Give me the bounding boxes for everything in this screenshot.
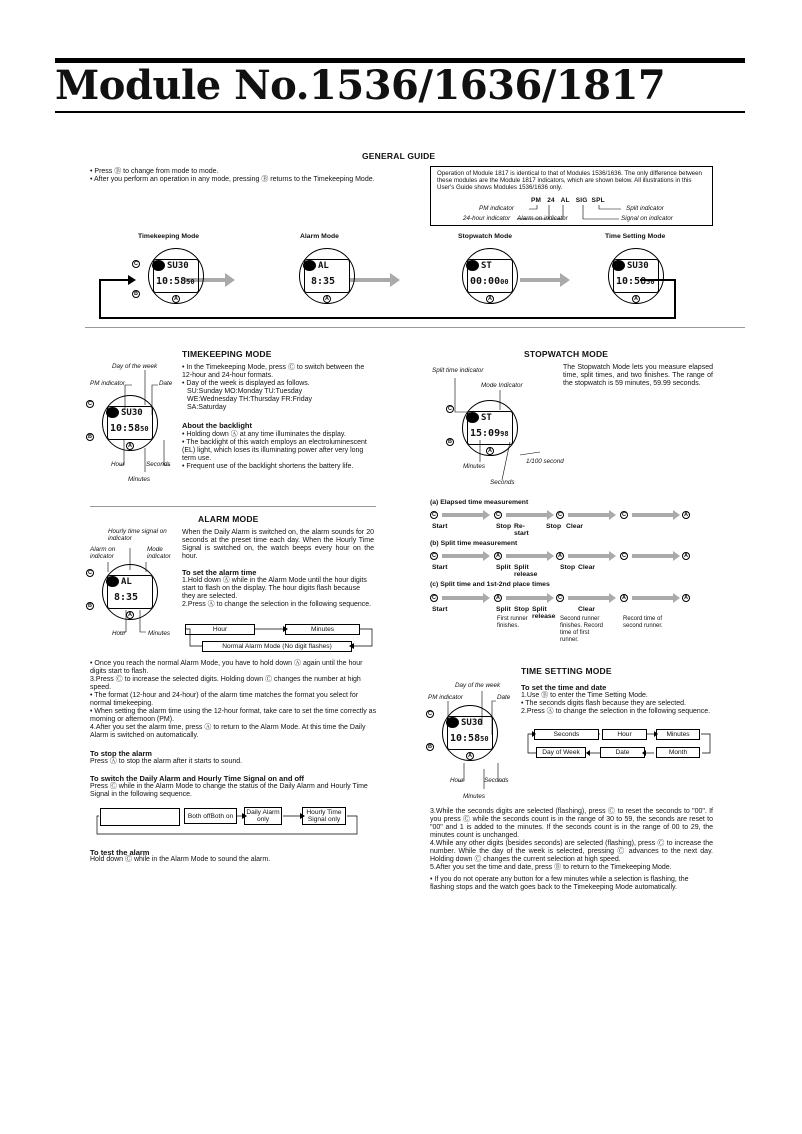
sw-a-key-3: C xyxy=(556,511,564,519)
ts-seq-day-of-week: Day of Week xyxy=(536,747,586,758)
alarm-seq-arrows xyxy=(180,620,380,660)
watch-alarm xyxy=(289,248,359,310)
alarm-switch-both-off: Both off xyxy=(187,812,211,820)
sw-c-key-4: A xyxy=(620,594,628,602)
sw-c-label-1: Start xyxy=(432,606,448,613)
lcd-time: 10:58 xyxy=(156,276,187,287)
ts-set-heading: To set the time and date xyxy=(521,683,607,692)
lcd-day: SU xyxy=(461,718,472,728)
sw-c-note-2: Second runner finishes. Record time of first runner. xyxy=(560,616,604,643)
ts-label-hour: Hour xyxy=(450,777,464,784)
alarm-heading: ALARM MODE xyxy=(198,514,259,524)
title-rule-bottom xyxy=(55,111,745,113)
mode-label-alarm: Alarm Mode xyxy=(300,233,339,240)
alarm-para-5: 4.After you set the alarm time, press Ⓐ to return to the Alarm Mode. At this time the Daily Alarm is switched on automatically. xyxy=(90,724,366,739)
alarm-switch-arrows xyxy=(95,800,365,840)
button-c[interactable]: C xyxy=(86,569,94,577)
lcd-date: 30 xyxy=(177,261,189,271)
alarm-para-2: 3.Press Ⓒ to increase the selected digits. Holding down Ⓒ changes the number at high speed. xyxy=(90,676,361,691)
backlight-bullet-3: • Frequent use of the backlight shortens the battery life. xyxy=(182,463,354,470)
alarm-para-3: • The format (12-hour and 24-hour) of the alarm time matches the format you select for normal timekeeping. xyxy=(90,692,359,707)
sw-a-sequence xyxy=(430,511,700,525)
alarm-label-minutes: Minutes xyxy=(148,630,171,637)
button-a[interactable]: A xyxy=(632,295,640,303)
general-bullet-2: • After you perform an operation in any mode, pressing Ⓑ returns to the Timekeeping Mode. xyxy=(90,176,375,183)
ts-seq-hour: Hour xyxy=(602,729,647,740)
ts-seq-date: Date xyxy=(600,747,645,758)
signal-on-indicator-label: Signal on indicator xyxy=(621,215,673,222)
sw-a-label-4: Stop xyxy=(546,523,562,530)
tk-days-1: SU:Sunday MO:Monday TU:Tuesday xyxy=(187,388,303,395)
stopwatch-leader-lines xyxy=(430,370,560,490)
lcd-day: SU xyxy=(627,261,638,271)
tk-label-pm: PM indicator xyxy=(90,380,125,387)
module-1817-note: Operation of Module 1817 is identical to that of Modules 1536/1636. The only difference between these modules are the Module 1817 indicators, which are shown below. All illustrations in this User's Guide shows Modules 1536/1636 only. xyxy=(437,170,702,191)
alarm-on-indicator-label: Alarm on indicator xyxy=(517,215,568,222)
sw-b-label-1: Start xyxy=(432,564,448,571)
sw-b-key-1: C xyxy=(430,552,438,560)
sw-a-key-5: A xyxy=(682,511,690,519)
alarm-label-hour: Hour xyxy=(112,630,126,637)
alarm-switch-daily: Daily Alarm only xyxy=(244,807,282,825)
ts-label-date: Date xyxy=(497,694,511,701)
sw-c-label-5: Clear xyxy=(578,606,596,613)
set-alarm-step-2: 2.Press Ⓐ to change the selection in the following sequence. xyxy=(182,601,372,608)
ts-step-2: 2.Press Ⓐ to change the selection in the following sequence. xyxy=(521,708,711,715)
sw-b-label-3: Split release xyxy=(514,564,538,578)
lcd-seconds: 50 xyxy=(186,278,195,286)
alarm-label-mode: Mode indicator xyxy=(147,546,171,560)
alarm-switch-hourly: Hourly Time Signal only xyxy=(302,807,346,825)
alarm-seq-minutes: Minutes xyxy=(285,624,360,635)
sw-c-key-1: C xyxy=(430,594,438,602)
lcd-seconds: 50 xyxy=(646,278,655,286)
sw-b-key-5: A xyxy=(682,552,690,560)
tk-days-3: SA:Saturday xyxy=(187,404,227,411)
sw-label-minutes: Minutes xyxy=(463,463,486,470)
sw-a-label-3: Re-start xyxy=(514,523,529,537)
watch-time-setting xyxy=(598,248,668,310)
tk-label-date: Date xyxy=(159,380,173,387)
button-a[interactable]: A xyxy=(486,295,494,303)
lcd-sw: 00:00 xyxy=(470,276,501,287)
general-guide-heading: GENERAL GUIDE xyxy=(362,151,436,161)
alarm-divider xyxy=(90,506,376,507)
sw-b-label-4: Stop xyxy=(560,564,576,571)
section-divider xyxy=(85,327,745,328)
button-a[interactable]: A xyxy=(126,611,134,619)
indicator-24: 24 xyxy=(547,197,555,204)
lcd-day: SU xyxy=(121,408,132,418)
sw-c-key-3: C xyxy=(556,594,564,602)
lcd-st: ST xyxy=(481,261,492,271)
tk-label-day: Day of the week xyxy=(112,363,158,370)
backlight-bullet-2: • The backlight of this watch employs an electroluminescent (EL) light, which loses its illuminating power after very long term use. xyxy=(182,439,367,462)
alarm-para-1: • Once you reach the normal Alarm Mode, you have to hold down Ⓐ again until the hour digits start to flash. xyxy=(90,660,363,675)
mode-label-timekeeping: Timekeeping Mode xyxy=(138,233,200,240)
ts-seq-seconds: Seconds xyxy=(534,729,599,740)
ts-step-1: 1.Use Ⓑ to enter the Time Setting Mode. xyxy=(521,692,648,699)
tk-days-2: WE:Wednesday TH:Thursday FR:Friday xyxy=(187,396,313,403)
ts-para-4: 4.While any other digits (besides seconds) are selected (flashing), press Ⓒ to increase the number. While the day of the week is selected, pressing Ⓒ advances to the next day. Holding down Ⓒ changes the current selection at high speed. xyxy=(430,840,713,863)
switch-alarm-text: Press Ⓒ while in the Alarm Mode to change the status of the Daily Alarm and Hourly Time Signal in the following sequence. xyxy=(90,783,368,798)
sw-c-label-4: Split release xyxy=(532,606,556,620)
button-b[interactable]: B xyxy=(132,290,140,298)
sw-a-label-1: Start xyxy=(432,523,448,530)
lcd-al: AL xyxy=(121,577,132,587)
ts-para-5: 5.After you set the time and date, press Ⓑ to return to the Timekeeping Mode. xyxy=(430,864,672,871)
24-hour-indicator-label: 24-hour indicator xyxy=(463,215,511,222)
sw-label-seconds: Seconds xyxy=(490,479,515,486)
sw-a-key-2: C xyxy=(494,511,502,519)
stop-alarm-heading: To stop the alarm xyxy=(90,749,152,758)
ts-label-seconds: Seconds xyxy=(484,777,509,784)
indicator-pm: PM xyxy=(531,197,542,204)
sw-b-key-3: A xyxy=(556,552,564,560)
sw-c-sequence xyxy=(430,594,700,608)
indicator-al: AL xyxy=(560,197,570,204)
switch-alarm-heading: To switch the Daily Alarm and Hourly Time Signal on and off xyxy=(90,774,305,783)
button-c[interactable]: C xyxy=(86,400,94,408)
lcd-day: SU xyxy=(167,261,178,271)
stopwatch-heading: STOPWATCH MODE xyxy=(524,349,609,359)
ts-label-day: Day of the week xyxy=(455,682,501,689)
button-a[interactable]: A xyxy=(466,752,474,760)
lcd-st: ST xyxy=(481,413,492,423)
time-setting-heading: TIME SETTING MODE xyxy=(521,666,612,676)
test-alarm-heading: To test the alarm xyxy=(90,848,150,857)
button-a[interactable]: A xyxy=(486,447,494,455)
sw-a-label-5: Clear xyxy=(566,523,584,530)
sw-b-key-4: C xyxy=(620,552,628,560)
sw-c-heading: (c) Split time and 1st-2nd place times xyxy=(430,581,550,588)
button-b[interactable]: B xyxy=(446,438,454,446)
watch-stopwatch xyxy=(452,248,522,310)
ts-seq-minutes: Minutes xyxy=(656,729,700,740)
sw-c-key-5: A xyxy=(682,594,690,602)
ts-step-1b: • The seconds digits flash because they are selected. xyxy=(521,700,686,707)
button-b[interactable]: B xyxy=(426,743,434,751)
button-c[interactable]: C xyxy=(446,405,454,413)
button-a[interactable]: A xyxy=(126,442,134,450)
pm-indicator-label: PM indicator xyxy=(479,205,514,212)
stop-alarm-text: Press Ⓐ to stop the alarm after it starts to sound. xyxy=(90,758,243,765)
tk-bullet-2: • Day of the week is displayed as follows. xyxy=(182,380,310,387)
lcd-seconds: 50 xyxy=(480,735,489,743)
alarm-para-4: • When setting the alarm time using the 12-hour format, take care to set the time correctly as morning or afternoon (PM). xyxy=(90,708,377,723)
stopwatch-intro: The Stopwatch Mode lets you measure elapsed time, split times, and two finishes. The range of the stopwatch is 59 minutes, 59.99 seconds. xyxy=(563,364,713,387)
button-b[interactable]: B xyxy=(86,602,94,610)
ts-seq-arrows xyxy=(520,724,720,764)
lcd-time: 10:58 xyxy=(616,276,647,287)
page-title: Module No.1536/1636/1817 xyxy=(55,62,666,109)
mode-label-time-setting: Time Setting Mode xyxy=(605,233,666,240)
split-indicator-label: Split indicator xyxy=(626,205,664,212)
set-alarm-step-1: 1.Hold down Ⓐ while in the Alarm Mode until the hour digits start to flash on the display. The hour digits flash because they are selected. xyxy=(182,577,367,600)
alarm-label-signal: Hourly time signal on indicator xyxy=(108,528,167,542)
tk-label-minutes: Minutes xyxy=(128,476,151,483)
indicator-sig: SIG xyxy=(575,197,588,204)
ts-label-minutes: Minutes xyxy=(463,793,486,800)
button-a[interactable]: A xyxy=(172,295,180,303)
sw-a-key-4: C xyxy=(620,511,628,519)
tk-label-seconds: Seconds xyxy=(146,461,171,468)
lcd-seconds: 50 xyxy=(140,425,149,433)
lcd-date: 30 xyxy=(637,261,649,271)
backlight-bullet-1: • Holding down Ⓐ at any time illuminates the display. xyxy=(182,431,346,438)
lcd-time: 10:58 xyxy=(450,733,481,744)
sw-c-label-2: Split xyxy=(496,606,511,613)
module-1817-note-box xyxy=(430,166,713,226)
mode-label-stopwatch: Stopwatch Mode xyxy=(458,233,512,240)
lcd-sw2: 15:09 xyxy=(470,428,501,439)
test-alarm-text: Hold down Ⓒ while in the Alarm Mode to sound the alarm. xyxy=(90,856,271,863)
button-c[interactable]: C xyxy=(426,710,434,718)
sw-c-note-3: Record time of second runner. xyxy=(623,616,663,629)
sw-label-cs: 1/100 second xyxy=(526,458,564,465)
sw-b-heading: (b) Split time measurement xyxy=(430,540,518,547)
indicator-spl: SPL xyxy=(591,197,605,204)
sw-label-mode: Mode Indicator xyxy=(481,382,523,389)
button-b[interactable]: B xyxy=(86,433,94,441)
lcd-date: 30 xyxy=(131,408,143,418)
alarm-label-al: Alarm on indicator xyxy=(90,546,116,560)
set-alarm-heading: To set the alarm time xyxy=(182,568,257,577)
tk-label-hour: Hour xyxy=(111,461,125,468)
ts-seq-month: Month xyxy=(656,747,700,758)
button-a[interactable]: A xyxy=(323,295,331,303)
alarm-intro: When the Daily Alarm is switched on, the alarm sounds for 20 seconds at the preset time each day. When the Hourly Time Signal is switched on, the watch beeps every hour on the hour. xyxy=(182,529,374,560)
sw-b-label-2: Split xyxy=(496,564,511,571)
alarm-switch-both-on: Both on xyxy=(210,812,234,820)
sw-c-key-2: A xyxy=(494,594,502,602)
backlight-heading: About the backlight xyxy=(182,421,252,430)
sw-c-note-1: First runner finishes. xyxy=(497,616,528,629)
lcd-date: 30 xyxy=(471,718,483,728)
watch-timekeeping xyxy=(134,248,208,310)
general-bullet-1: • Press Ⓑ to change from mode to mode. xyxy=(90,168,219,175)
ts-label-pm: PM indicator xyxy=(428,694,463,701)
sw-label-split: Split time indicator xyxy=(432,367,484,374)
lcd-sw-cs: 00 xyxy=(500,278,509,286)
sw-a-key-1: C xyxy=(430,511,438,519)
sw-b-label-5: Clear xyxy=(578,564,596,571)
lcd-sw2-cs: 98 xyxy=(500,430,509,438)
lcd-alarm-time: 8:35 xyxy=(114,592,139,603)
sw-b-key-2: A xyxy=(494,552,502,560)
sw-a-heading: (a) Elapsed time measurement xyxy=(430,499,529,506)
sw-a-label-2: Stop xyxy=(496,523,512,530)
lcd-time: 10:58 xyxy=(110,423,141,434)
lcd-al: AL xyxy=(318,261,329,271)
alarm-leader-lines xyxy=(90,540,180,640)
sw-c-label-3: Stop xyxy=(514,606,530,613)
alarm-seq-normal: Normal Alarm Mode (No digit flashes) xyxy=(202,641,352,652)
ts-para-6: • If you do not operate any button for a few minutes while a selection is flashing, the flashing stops and the watch goes back to the Timekeeping Mode automatically. xyxy=(430,876,689,891)
button-c[interactable]: C xyxy=(132,260,140,268)
lcd-alarm-time: 8:35 xyxy=(311,276,336,287)
alarm-seq-hour: Hour xyxy=(185,624,255,635)
timekeeping-heading: TIMEKEEPING MODE xyxy=(182,349,272,359)
ts-para-3: 3.While the seconds digits are selected (flashing), press Ⓒ to reset the seconds to "00". If you press Ⓒ while the seconds count is in the range of 30 to 59, the seconds are reset to "00" and 1 is added to the minutes. If the seconds count is in the range of 00 to 29, the minutes count is unchanged. xyxy=(430,808,713,839)
tk-bullet-1: • In the Timekeeping Mode, press Ⓒ to switch between the 12-hour and 24-hour formats. xyxy=(182,364,365,379)
